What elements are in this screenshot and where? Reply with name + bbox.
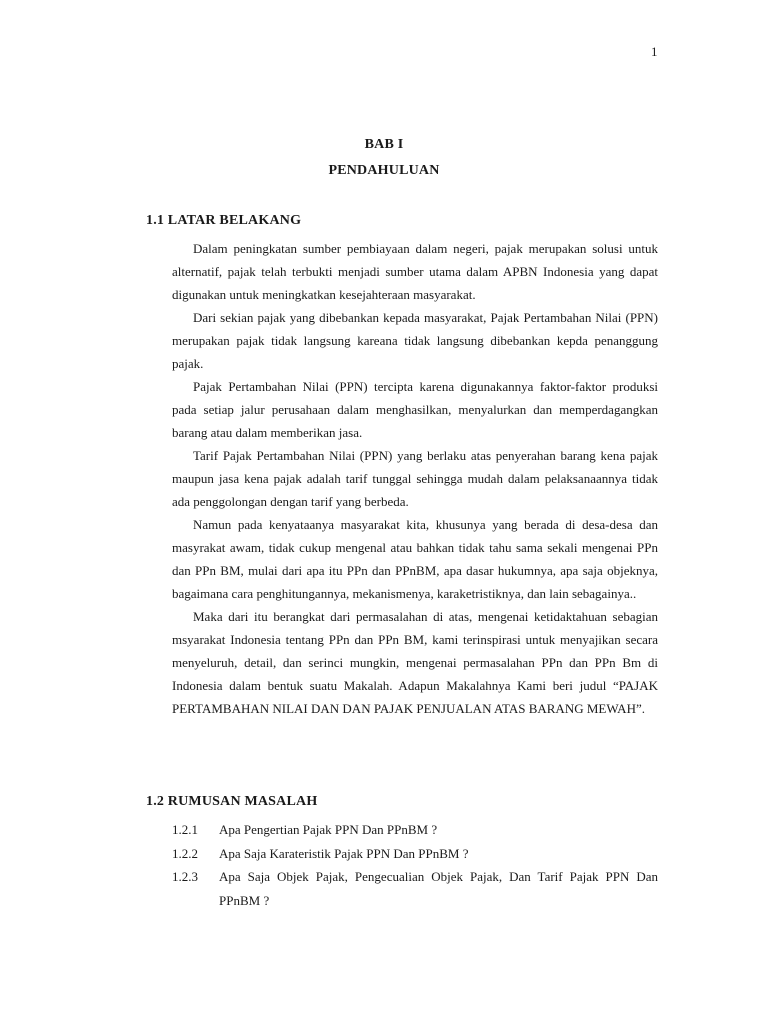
section-heading-latar-belakang: 1.1 LATAR BELAKANG [146,213,302,228]
list-item-text: Apa Saja Karateristik Pajak PPN Dan PPnBM ? [219,845,469,861]
rumusan-masalah-list [172,818,658,912]
list-item-number: 1.2.2 [172,845,198,861]
paragraph: Pajak Pertambahan Nilai (PPN) tercipta karena digunakannya faktor-faktor produksi pada setiap jalur perusahaan dalam menghasilkan, menyalurkan dan memperdagangkan barang atau dalam memberikan jasa. [172,379,658,440]
paragraph: Namun pada kenyataanya masyarakat kita, khusunya yang berada di desa-desa dan masyrakat awam, tidak cukup mengenal atau bahkan tidak tahu sama sekali mengenai PPn dan PPn BM, mulai dari apa itu PPn dan PPnBM, apa dasar hukumnya, apa saja objeknya, bagaimana cara penghitungannya, mekanismenya, karaketristiknya, dan lain sebagainya.. [172,517,658,601]
page-number: 1 [651,44,658,59]
list-item [172,842,658,866]
list-item-number: 1.2.1 [172,822,198,837]
chapter-label: BAB I [364,137,404,152]
section-heading-rumusan-masalah: 1.2 RUMUSAN MASALAH [146,794,318,809]
chapter-title: PENDAHULUAN [328,163,440,178]
paragraph: Dari sekian pajak yang dibebankan kepada masyarakat, Pajak Pertambahan Nilai (PPN) merupakan pajak tidak langsung kareana tidak langsung dibebankan kepda penanggung pajak. [172,310,658,371]
list-item-number: 1.2.3 [172,869,198,884]
paragraph: Tarif Pajak Pertambahan Nilai (PPN) yang berlaku atas penyerahan barang kena pajak maupun jasa kena pajak adalah tarif tunggal sehingga mudah dalam pelaksanaannya tidak ada penggolongan dengan tarif yang berbeda. [172,448,658,509]
list-item [172,818,658,842]
list-item-text: Apa Saja Objek Pajak, Pengecualian Objek Pajak, Dan Tarif Pajak PPN Dan PPnBM ? [219,869,658,908]
list-item [172,865,658,912]
list-item-text: Apa Pengertian Pajak PPN Dan PPnBM ? [219,822,438,837]
latar-belakang-body [172,237,658,720]
paragraph: Maka dari itu berangkat dari permasalahan di atas, mengenai ketidaktahuan sebagian msyarakat Indonesia tentang PPn dan PPn BM, kami terinspirasi untuk menyajikan secara menyeluruh, detail, dan serinci mungkin, mengenai permasalahan PPn dan PPn Bm di Indonesia dalam bentuk suatu Makalah. Adapun Makalahnya Kami beri judul “PAJAK PERTAMBAHAN NILAI DAN DAN PAJAK PENJUALAN ATAS BARANG MEWAH”. [172,609,658,716]
paragraph: Dalam peningkatan sumber pembiayaan dalam negeri, pajak merupakan solusi untuk alternatif, pajak telah terbukti menjadi sumber utama dalam APBN Indonesia yang dapat digunakan untuk meningkatkan kesejahteraan masyarakat. [172,241,658,302]
